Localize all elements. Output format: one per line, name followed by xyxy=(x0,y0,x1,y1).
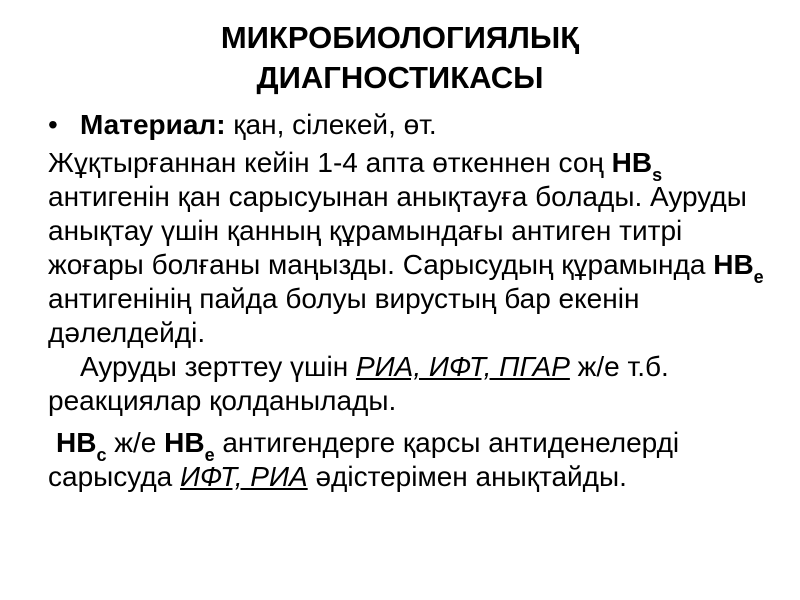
para3-and: ж/е xyxy=(106,427,165,458)
paragraph-antibodies xyxy=(48,426,768,494)
paragraph-methods xyxy=(48,350,768,418)
hbs-subscript: s xyxy=(652,165,663,185)
hbc-subscript: c xyxy=(96,445,107,465)
para1-text-1: Жұқтырғаннан кейін 1-4 апта өткеннен соң xyxy=(48,147,612,178)
para3-text-2: әдістерімен анықтайды. xyxy=(307,461,627,492)
slide-title xyxy=(0,18,800,98)
title-line-2: ДИАГНОСТИКАСЫ xyxy=(256,60,544,95)
para1-text-2: антигенін қан сарысуынан анықтауға болады. Ауруды анықтау үшін қанның құрамындағы антиген титрі жоғары болғаны маңызды. Сарысудың құрамында xyxy=(48,181,747,280)
hbs-label: НВ xyxy=(611,147,653,178)
hbc-label: НВ xyxy=(56,427,97,458)
para3-text-1: антигендерге қарсы антиденелерді сарысуда xyxy=(48,427,680,492)
hbe-label: НВ xyxy=(713,249,754,280)
bullet-material xyxy=(48,108,768,142)
paragraph-detection xyxy=(48,146,768,350)
material-text: қан, сілекей, өт. xyxy=(225,109,437,140)
para1-text-3: антигенінің пайда болуы вирустың бар екенін дәлелдейді. xyxy=(48,283,640,348)
para2-text-1: Ауруды зерттеу үшін xyxy=(80,351,356,382)
bullet-marker: • xyxy=(48,109,58,140)
hbe-label-2: НВ xyxy=(164,427,205,458)
hbe-subscript: e xyxy=(753,267,764,287)
hbe-subscript-2: e xyxy=(204,445,215,465)
methods-list-1: РИА, ИФТ, ПГАР xyxy=(355,351,570,382)
material-label: Материал: xyxy=(80,109,226,140)
slide-body xyxy=(48,108,768,494)
methods-list-2: ИФТ, РИА xyxy=(180,461,308,492)
para2-text-2: ж/е т.б. реакциялар қолданылады. xyxy=(48,351,669,416)
title-line-1: МИКРОБИОЛОГИЯЛЫҚ xyxy=(220,20,580,55)
